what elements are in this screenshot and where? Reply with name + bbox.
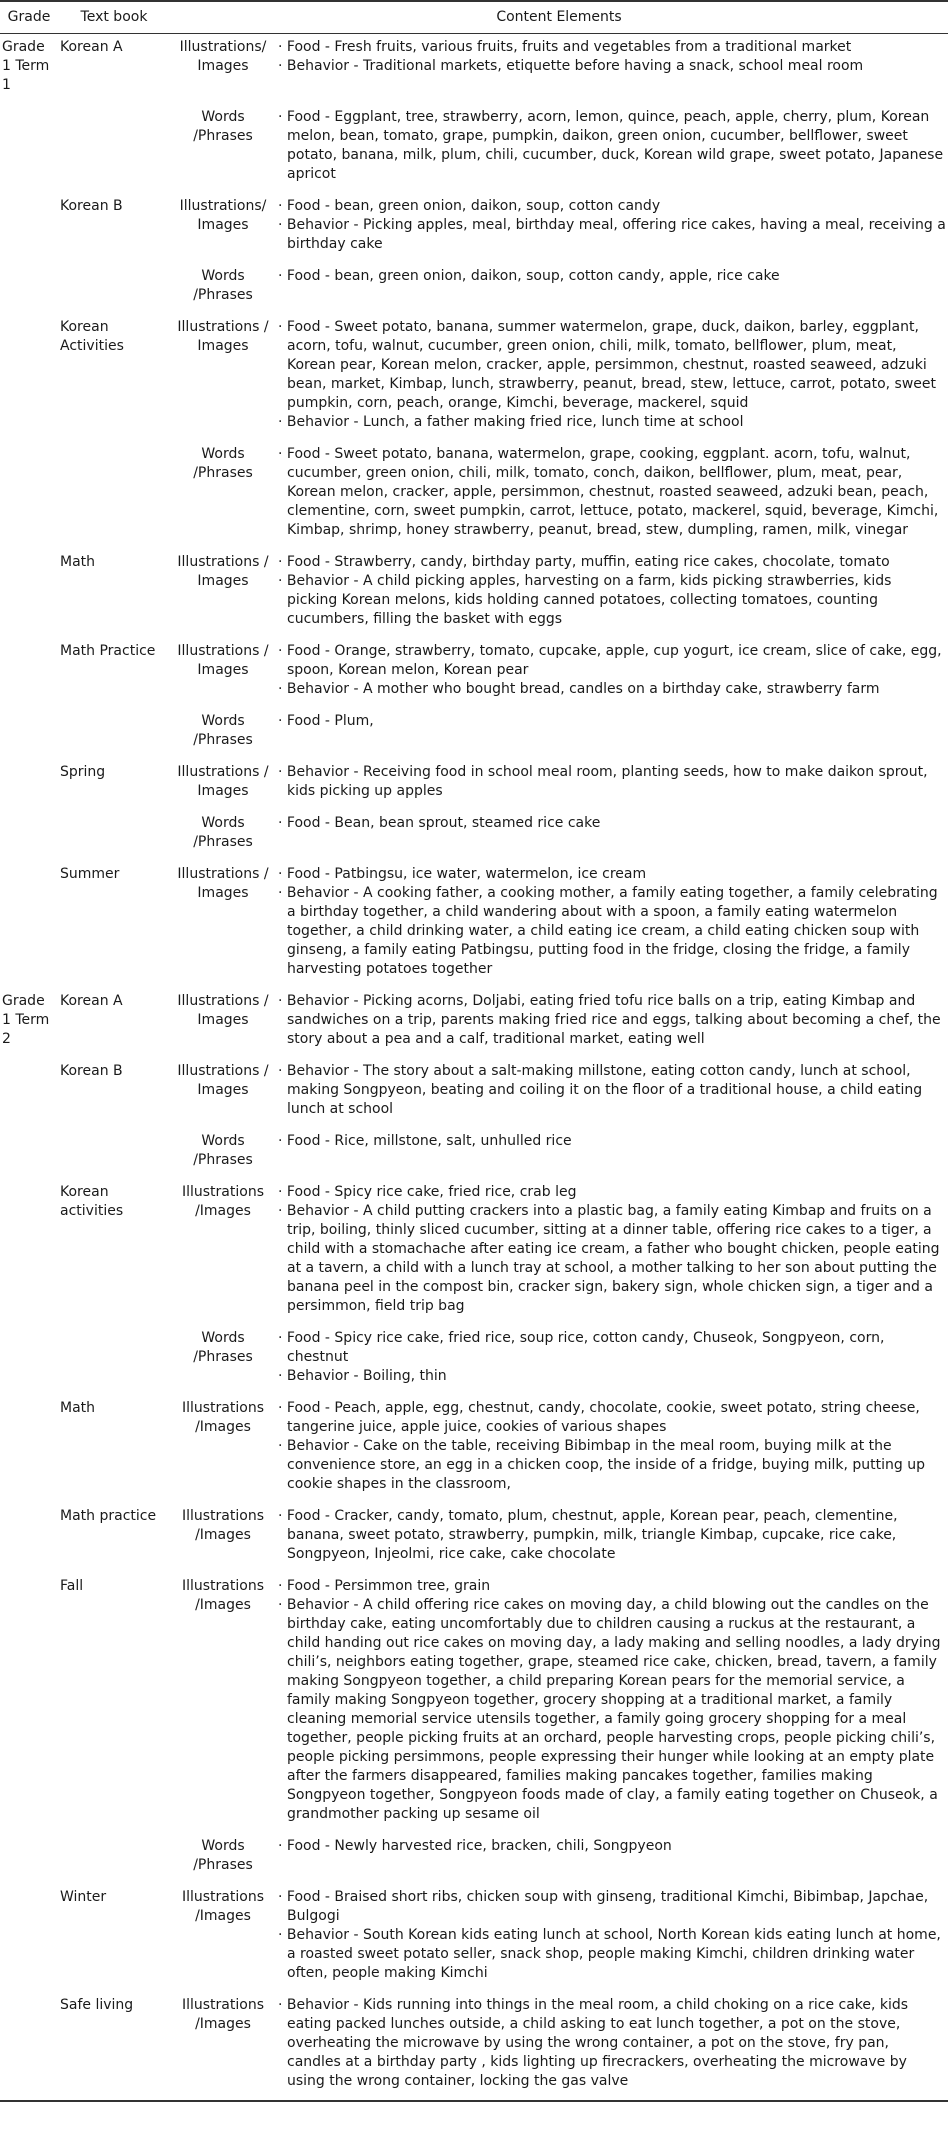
content-line: · Behavior - Kids running into things in the meal room, a child choking on a rice cake, kids eating packed lunches outside, a child asking to eat lunch together, a pot on the stove, overheating the microwave by using the wrong container, a pot on the stove, fry pan, candles at a birthday party , kids lighting up firecrackers, overheating the microwave by using the wrong container, locking the gas valve bbox=[278, 1997, 909, 2089]
textbook-cell: Math Practice bbox=[60, 643, 156, 659]
textbook-cell bbox=[58, 263, 170, 314]
header-textbook: Text book bbox=[58, 1, 170, 34]
grade-cell bbox=[0, 1058, 58, 1128]
content-line: · Behavior - A child putting crackers into a plastic bag, a family eating Kimbap and fruits on a trip, boiling, thinly sliced cucumber, sitting at a dinner table, offering rice cakes to a tiger, a child with a stomachache after eating ice cream, a father who bought chicken, people eating at a tavern, a child with a lunch tray at school, a mother talking to her son about putting the banana peel in the compost bin, cracker sign, bakery sign, whole chicken sign, a tiger and a persimmon, field trip bag bbox=[278, 1203, 940, 1314]
textbook-cell: Korean B bbox=[60, 1063, 123, 1079]
grade-cell bbox=[0, 759, 58, 810]
content-line: · Food - Cracker, candy, tomato, plum, chestnut, apple, Korean pear, peach, clementine, banana, sweet potato, strawberry, pumpkin, milk, triangle Kimbap, cupcake, rice cake, Songpyeon, Injeolmi, rice cake, cake chocolate bbox=[278, 1508, 898, 1562]
textbook-cell: Spring bbox=[60, 764, 106, 780]
grade-cell bbox=[0, 861, 58, 988]
content-line: · Behavior - Lunch, a father making fried rice, lunch time at school bbox=[278, 414, 744, 430]
table-row bbox=[0, 861, 948, 988]
content-line: · Behavior - The story about a salt-making millstone, eating cotton candy, lunch at school, making Songpyeon, beating and coiling it on the floor of a traditional house, a child eating lunch at school bbox=[278, 1063, 923, 1117]
content-line: · Food - Spicy rice cake, fried rice, soup rice, cotton candy, Chuseok, Songpyeon, corn, chestnut bbox=[278, 1330, 885, 1365]
category-cell: Words /Phrases bbox=[193, 1838, 253, 1873]
textbook-cell: Winter bbox=[60, 1889, 107, 1905]
content-line: · Food - Plum, bbox=[278, 713, 374, 729]
grade-cell: Grade 1 Term 2 bbox=[2, 993, 50, 1047]
content-line: · Behavior - Traditional markets, etiquette before having a snack, school meal room bbox=[278, 58, 864, 74]
textbook-cell: Summer bbox=[60, 866, 120, 882]
category-cell: Illustrations / Images bbox=[177, 993, 269, 1028]
table-row bbox=[0, 638, 948, 708]
content-line: · Food - bean, green onion, daikon, soup, cotton candy bbox=[278, 198, 661, 214]
header-grade: Grade bbox=[0, 1, 58, 34]
content-line: · Behavior - A child picking apples, harvesting on a farm, kids picking strawberries, kids picking Korean melons, kids holding canned potatoes, collecting tomatoes, counting cucumbers, filling the basket with eggs bbox=[278, 573, 892, 627]
grade-cell bbox=[0, 193, 58, 263]
textbook-cell: Korean A bbox=[60, 39, 123, 55]
content-line: · Food - Sweet potato, banana, summer watermelon, grape, duck, daikon, barley, eggplant, acorn, tofu, walnut, cucumber, green onion, chili, milk, tomato, bellflower, plum, meat, Korean pear, Korean melon, cracker, apple, persimmon, chestnut, roasted seaweed, adzuki bean, market, Kimbap, lunch, strawberry, peanut, bread, stew, lettuce, carrot, potato, sweet pumpkin, corn, peach, orange, Kimchi, beverage, mackerel, squid bbox=[278, 319, 936, 411]
content-cell bbox=[276, 1503, 948, 1573]
content-cell bbox=[276, 314, 948, 441]
content-line: · Food - Sweet potato, banana, watermelon, grape, cooking, eggplant. acorn, tofu, walnut, cucumber, green onion, chili, milk, tomato, conch, daikon, bellflower, plum, meat, pear, Korean melon, cracker, apple, persimmon, chestnut, roasted seaweed, adzuki bean, peach, clementine, corn, sweet pumpkin, carrot, lettuce, potato, mackerel, squid, beverage, Kimchi, Kimbap, shrimp, honey strawberry, peanut, bread, stew, dumpling, ramen, milk, vinegar bbox=[278, 446, 939, 538]
table-row bbox=[0, 1503, 948, 1573]
textbook-cell bbox=[58, 708, 170, 759]
table-row bbox=[0, 34, 948, 105]
textbook-cell: Korean A bbox=[60, 993, 123, 1009]
category-cell: Illustrations /Images bbox=[181, 1400, 264, 1435]
table-row bbox=[0, 1058, 948, 1128]
category-cell: Illustrations /Images bbox=[181, 1508, 264, 1543]
table-row bbox=[0, 708, 948, 759]
content-cell bbox=[276, 1325, 948, 1395]
table-row bbox=[0, 193, 948, 263]
content-line: · Food - Peach, apple, egg, chestnut, candy, chocolate, cookie, sweet potato, string cheese, tangerine juice, apple juice, cookies of various shapes bbox=[278, 1400, 920, 1435]
table-row bbox=[0, 810, 948, 861]
table-row bbox=[0, 1573, 948, 1833]
header-content: Content Elements bbox=[170, 1, 948, 34]
content-line: · Behavior - South Korean kids eating lunch at school, North Korean kids eating lunch at home, a roasted sweet potato seller, snack shop, people making Kimchi, children drinking water often, people making Kimchi bbox=[278, 1927, 941, 1981]
table-row bbox=[0, 759, 948, 810]
content-line: · Food - Persimmon tree, grain bbox=[278, 1578, 491, 1594]
textbook-cell bbox=[58, 1833, 170, 1884]
grade-cell bbox=[0, 263, 58, 314]
category-cell: Words /Phrases bbox=[193, 815, 253, 850]
content-cell bbox=[276, 1884, 948, 1992]
content-cell bbox=[276, 810, 948, 861]
category-cell: Words /Phrases bbox=[193, 1330, 253, 1365]
category-cell: Words /Phrases bbox=[193, 109, 253, 144]
category-cell: Illustrations /Images bbox=[170, 1992, 276, 2101]
category-cell: Words /Phrases bbox=[193, 446, 253, 481]
category-cell: Illustrations / Images bbox=[177, 764, 269, 799]
content-line: · Behavior - Cake on the table, receiving Bibimbap in the meal room, buying milk at the convenience store, an egg in a chicken coop, the inside of a fridge, buying milk, putting up cookie shapes in the classroom, bbox=[278, 1438, 925, 1492]
category-cell: Illustrations/ Images bbox=[179, 39, 267, 74]
grade-cell bbox=[0, 549, 58, 638]
content-cell bbox=[276, 263, 948, 314]
textbook-cell bbox=[58, 441, 170, 549]
content-line: · Food - Patbingsu, ice water, watermelon, ice cream bbox=[278, 866, 647, 882]
table-row bbox=[0, 1395, 948, 1503]
content-line: · Behavior - Picking acorns, Doljabi, eating fried tofu rice balls on a trip, eating Kimbap and sandwiches on a trip, parents making fried rice and eggs, talking about becoming a chef, the story about a pea and a calf, traditional market, eating well bbox=[278, 993, 941, 1047]
content-line: · Behavior - A cooking father, a cooking mother, a family eating together, a family celebrating a birthday together, a child wandering about with a spoon, a family eating watermelon together, a child drinking water, a child eating ice cream, a child eating chicken soup with ginseng, a family eating Patbingsu, putting food in the fridge, closing the fridge, a family harvesting potatoes together bbox=[278, 885, 938, 977]
grade-cell bbox=[0, 1573, 58, 1833]
content-line: · Behavior - Receiving food in school meal room, planting seeds, how to make daikon sprout, kids picking up apples bbox=[278, 764, 928, 799]
content-cell bbox=[276, 861, 948, 988]
textbook-cell bbox=[58, 104, 170, 193]
grade-cell bbox=[0, 104, 58, 193]
table-row bbox=[0, 263, 948, 314]
grade-cell bbox=[0, 810, 58, 861]
grade-cell bbox=[0, 1503, 58, 1573]
textbook-cell bbox=[58, 1128, 170, 1179]
textbook-cell: Fall bbox=[60, 1578, 84, 1594]
textbook-cell: Korean Activities bbox=[60, 319, 124, 354]
textbook-cell: Korean activities bbox=[60, 1184, 124, 1219]
content-cell bbox=[276, 1992, 948, 2101]
textbook-cell: Math bbox=[60, 1400, 96, 1416]
textbook-cell bbox=[58, 810, 170, 861]
grade-cell bbox=[0, 441, 58, 549]
content-line: · Food - bean, green onion, daikon, soup, cotton candy, apple, rice cake bbox=[278, 268, 780, 284]
content-cell bbox=[276, 1573, 948, 1833]
content-line: · Food - Eggplant, tree, strawberry, acorn, lemon, quince, peach, apple, cherry, plum, Korean melon, bean, tomato, grape, pumpkin, daikon, green onion, cucumber, bellflower, sweet potato, banana, milk, plum, chili, cucumber, duck, Korean wild grape, sweet potato, Japanese apricot bbox=[278, 109, 944, 182]
textbook-cell: Math bbox=[60, 554, 96, 570]
table-row bbox=[0, 1128, 948, 1179]
category-cell: Illustrations / Images bbox=[177, 866, 269, 901]
table-row bbox=[0, 1179, 948, 1325]
content-cell bbox=[276, 1128, 948, 1179]
content-line: · Food - Braised short ribs, chicken soup with ginseng, traditional Kimchi, Bibimbap, Japchae, Bulgogi bbox=[278, 1889, 929, 1924]
textbook-cell: Math practice bbox=[60, 1508, 157, 1524]
grade-cell bbox=[0, 1395, 58, 1503]
textbook-cell bbox=[58, 1325, 170, 1395]
grade-cell bbox=[0, 708, 58, 759]
table-row bbox=[0, 1833, 948, 1884]
content-cell bbox=[276, 34, 948, 105]
table-row bbox=[0, 441, 948, 549]
textbook-cell: Korean B bbox=[60, 198, 123, 214]
content-cell bbox=[276, 193, 948, 263]
content-line: · Food - Spicy rice cake, fried rice, crab leg bbox=[278, 1184, 577, 1200]
category-cell: Illustrations /Images bbox=[181, 1578, 264, 1613]
table-row bbox=[0, 988, 948, 1058]
content-line: · Food - Rice, millstone, salt, unhulled rice bbox=[278, 1133, 572, 1149]
content-cell bbox=[276, 1179, 948, 1325]
category-cell: Words /Phrases bbox=[193, 713, 253, 748]
table-row bbox=[0, 1992, 948, 2101]
grade-cell bbox=[0, 1179, 58, 1325]
content-line: · Behavior - A mother who bought bread, candles on a birthday cake, strawberry farm bbox=[278, 681, 880, 697]
category-cell: Illustrations /Images bbox=[181, 1889, 264, 1924]
content-cell bbox=[276, 708, 948, 759]
content-line: · Food - Newly harvested rice, bracken, chili, Songpyeon bbox=[278, 1838, 672, 1854]
content-line: · Behavior - A child offering rice cakes on moving day, a child blowing out the candles on the birthday cake, eating uncomfortably due to children causing a ruckus at the restaurant, a child handing out rice cakes on moving day, a lady making and selling noodles, a lady drying chili’s, neighbors eating together, grape, steamed rice cake, chicken, bread, tavern, a family making Songpyeon together, a child preparing Korean pears for the memorial service, a family making Songpyeon together, grocery shopping at a traditional market, a family cleaning memorial service utensils together, a family going grocery shopping for a meal together, people picking fruits at an orchard, people harvesting crops, people picking chili’s, people picking persimmons, people expressing their hunger while looking at an empty plate after the farmers disappeared, families making pancakes together, families making Songpyeon together, Songpyeon foods made of clay, a family eating together on Chuseok, a grandmother packing up sesame oil bbox=[278, 1597, 941, 1822]
content-line: · Food - Orange, strawberry, tomato, cupcake, apple, cup yogurt, ice cream, slice of cake, egg, spoon, Korean melon, Korean pear bbox=[278, 643, 942, 678]
content-line: · Food - Strawberry, candy, birthday party, muffin, eating rice cakes, chocolate, tomato bbox=[278, 554, 890, 570]
grade-cell: Grade 1 Term 1 bbox=[2, 39, 50, 93]
content-cell bbox=[276, 988, 948, 1058]
grade-cell bbox=[0, 314, 58, 441]
category-cell: Illustrations /Images bbox=[181, 1184, 264, 1219]
grade-cell bbox=[0, 1992, 58, 2101]
content-cell bbox=[276, 638, 948, 708]
grade-cell bbox=[0, 638, 58, 708]
category-cell: Illustrations / Images bbox=[177, 1063, 269, 1098]
table-row bbox=[0, 1884, 948, 1992]
grade-cell bbox=[0, 1884, 58, 1992]
category-cell: Illustrations / Images bbox=[177, 319, 269, 354]
category-cell: Words /Phrases bbox=[193, 268, 253, 303]
category-cell: Illustrations/ Images bbox=[179, 198, 267, 233]
grade-cell bbox=[0, 1325, 58, 1395]
table-row bbox=[0, 104, 948, 193]
grade-cell bbox=[0, 1128, 58, 1179]
grade-cell bbox=[0, 1833, 58, 1884]
content-line: · Behavior - Picking apples, meal, birthday meal, offering rice cakes, having a meal, receiving a birthday cake bbox=[278, 217, 946, 252]
content-cell bbox=[276, 104, 948, 193]
content-cell bbox=[276, 1833, 948, 1884]
content-cell bbox=[276, 759, 948, 810]
table-row bbox=[0, 314, 948, 441]
table-row bbox=[0, 1325, 948, 1395]
header-row bbox=[0, 1, 948, 34]
content-line: · Food - Bean, bean sprout, steamed rice cake bbox=[278, 815, 601, 831]
content-cell bbox=[276, 549, 948, 638]
table-body bbox=[0, 34, 948, 2102]
category-cell: Illustrations / Images bbox=[177, 554, 269, 589]
content-line: · Behavior - Boiling, thin bbox=[278, 1368, 447, 1384]
textbook-cell: Safe living bbox=[58, 1992, 170, 2101]
content-cell bbox=[276, 1058, 948, 1128]
table-row bbox=[0, 549, 948, 638]
content-line: · Food - Fresh fruits, various fruits, fruits and vegetables from a traditional market bbox=[278, 39, 852, 55]
category-cell: Words /Phrases bbox=[193, 1133, 253, 1168]
category-cell: Illustrations / Images bbox=[177, 643, 269, 678]
content-cell bbox=[276, 1395, 948, 1503]
content-cell bbox=[276, 441, 948, 549]
